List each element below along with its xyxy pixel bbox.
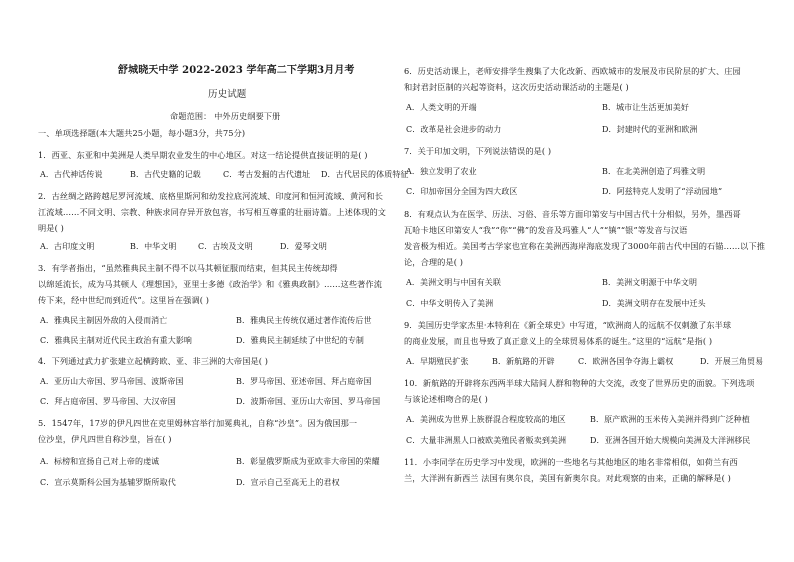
question-1-option-c[interactable]: C．考古发掘的古代遗址: [223, 170, 311, 179]
exam-title: 舒城晓天中学 2022-2023 学年高二下学期3月月考: [118, 65, 355, 76]
question-1-stem: 1．西亚、东亚和中美洲是人类早期农业发生的中心地区。对这一结论提供直接证明的是( ): [38, 150, 368, 160]
question-1-option-a[interactable]: A．古代神话传说: [40, 170, 103, 179]
question-2-stem-line3: 明是( ): [38, 223, 64, 233]
question-10-stem-line2: 与该论述相吻合的是( ): [404, 394, 488, 404]
question-10-option-d[interactable]: D．亚洲各国开始大规模向美洲及大洋洲移民: [590, 436, 751, 445]
question-9-option-d[interactable]: D．开展三角贸易: [700, 357, 764, 366]
question-3-option-a[interactable]: A．雅典民主制因外敌的入侵而消亡: [40, 316, 168, 325]
question-2-option-c[interactable]: C．古埃及文明: [198, 242, 253, 251]
question-4-option-c[interactable]: C．拜占庭帝国、罗马帝国、大汉帝国: [40, 397, 176, 406]
question-6-option-b[interactable]: B．城市让生活更加美好: [602, 103, 689, 112]
question-9-option-a[interactable]: A．早期殖民扩张: [406, 357, 469, 366]
question-6-option-a[interactable]: A．人类文明的开端: [406, 103, 477, 112]
question-6-option-c[interactable]: C．改革是社会进步的动力: [406, 125, 502, 134]
question-9-stem-line1: 9．美国历史学家杰里·本特利在《新全球史》中写道，“欧洲商人的远航不仅刺激了东半球: [404, 320, 732, 330]
question-8-option-a[interactable]: A．美洲文明与中国有关联: [406, 278, 501, 287]
question-11-stem-line1: 11．小李同学在历史学习中发现，欧洲的一些地名与其他地区的地名非常相似，如荷兰有西: [404, 457, 738, 467]
question-4-option-b[interactable]: B．罗马帝国、亚述帝国、拜占庭帝国: [236, 377, 372, 386]
question-3-stem-line3: 传下来，经中世纪而到近代”。这里旨在强调( ): [38, 295, 210, 305]
question-1-option-d[interactable]: D．古代居民的体质特征: [321, 170, 409, 179]
question-10-option-a[interactable]: A．美洲成为世界上族群混合程度较高的地区: [406, 415, 566, 424]
subject-title: 历史试题: [208, 89, 247, 100]
question-9-stem-line2: 的商业发展，而且也导致了真正意义上的全球贸易体系的诞生。”这里的“远航”是指( ): [404, 336, 713, 346]
question-4-stem: 4．下列通过武力扩张建立起横跨欧、亚、非三洲的大帝国是( ): [38, 356, 269, 366]
question-8-stem-line2: 瓦哈卡地区印第安人“我”“你”“佛”的发音及玛雅人“人”“镇”“银”等发音与汉语: [404, 225, 688, 235]
question-4-option-d[interactable]: D．波斯帝国、亚历山大帝国、罗马帝国: [236, 397, 381, 406]
question-8-option-c[interactable]: C．中华文明传入了美洲: [406, 299, 494, 308]
question-7-option-d[interactable]: D．阿兹特克人发明了“浮动园地”: [602, 187, 723, 196]
question-3-option-c[interactable]: C．雅典民主制对近代民主政治有重大影响: [40, 336, 193, 345]
question-3-option-b[interactable]: B．雅典民主传统仅通过著作流传后世: [236, 316, 372, 325]
question-10-option-c[interactable]: C．大量非洲黑人口被欧美殖民者贩卖到美洲: [406, 436, 567, 445]
section-heading: 一、单项选择题(本大题共25小题，每小题3分，共75分): [38, 128, 246, 138]
question-11-stem-line2: 兰，大洋洲有新西兰 法国有奥尔良，美国有新奥尔良。对此观察的由来，正确的解释是( ): [404, 473, 731, 483]
question-5-stem-line1: 5．1547年，17岁的伊凡四世在克里姆林宫举行加冕典礼，自称“沙皇”。因为俄国那一: [38, 418, 358, 428]
question-5-option-d[interactable]: D．宣示自己至高无上的君权: [236, 478, 340, 487]
question-8-option-b[interactable]: B．美洲文明源于中华文明: [602, 278, 698, 287]
question-2-option-b[interactable]: B．中华文明: [130, 242, 177, 251]
question-10-option-b[interactable]: B．原产欧洲的玉米传入美洲并得到广泛种植: [590, 415, 750, 424]
question-2-stem-line1: 2．古丝绸之路跨越尼罗河流域、底格里斯河和幼发拉底河流域、印度河和恒河流域、黄河和长: [38, 191, 384, 201]
question-8-stem-line1: 8．有观点认为在医学、历法、习俗、音乐等方面印第安与中国古代十分相似，另外，墨西哥: [404, 209, 741, 219]
question-5-option-b[interactable]: B．彰显俄罗斯成为亚欧非大帝国的荣耀: [236, 457, 380, 466]
question-5-stem-line2: 位沙皇，伊凡四世自称沙皇，旨在( ): [38, 434, 172, 444]
question-6-stem-line1: 6．历史活动课上，老师安排学生搜集了大化改新、西欧城市的发展及市民阶层的扩大、庄园: [404, 66, 741, 76]
question-10-stem-line1: 10．新航路的开辟将东西两半球大陆间人群和物种的大交流，改变了世界历史的面貌。下列选项: [404, 378, 755, 388]
question-8-option-d[interactable]: D．美洲文明存在发展中迁头: [602, 299, 706, 308]
question-7-option-b[interactable]: B．在北美洲创造了玛雅文明: [602, 167, 706, 176]
question-3-option-d[interactable]: D．雅典民主制延续了中世纪的专制: [236, 336, 365, 345]
exam-scope: 命题范围： 中外历史纲要下册: [170, 111, 281, 121]
question-7-stem: 7．关于印加文明，下列说法错误的是( ): [404, 146, 552, 156]
question-5-option-a[interactable]: A．标榜和宣扬自己对上帝的虔诚: [40, 457, 160, 466]
question-6-stem-line2: 和封君封臣制的兴起等资料，这次历史活动课活动的主题是( ): [404, 82, 629, 92]
question-3-stem-line1: 3．有学者指出，“虽然雅典民主制不得不以马其顿征服而结束，但其民主传统却得: [38, 263, 338, 273]
question-7-option-c[interactable]: C．印加帝国分全国为四大政区: [406, 187, 518, 196]
question-1-option-b[interactable]: B．古代史籍的记载: [130, 170, 201, 179]
question-4-option-a[interactable]: A．亚历山大帝国、罗马帝国、波斯帝国: [40, 377, 184, 386]
question-9-option-b[interactable]: B．新航路的开辟: [492, 357, 555, 366]
question-2-option-d[interactable]: D．爱琴文明: [280, 242, 328, 251]
question-9-option-c[interactable]: C．欧洲各国争夺海上霸权: [578, 357, 674, 366]
question-8-stem-line4: 论，合理的是( ): [404, 257, 464, 267]
question-7-option-a[interactable]: A．独立发明了农业: [406, 167, 477, 176]
question-2-option-a[interactable]: A．古印度文明: [40, 242, 95, 251]
question-5-option-c[interactable]: C．宣示莫斯科公国为基辅罗斯所取代: [40, 478, 176, 487]
question-8-stem-line3: 发音极为相近。美国考古学家也宣称在美洲西海岸海底发现了3000年前古代中国的石锚……以下推: [404, 241, 766, 251]
question-6-option-d[interactable]: D．封建时代的亚洲和欧洲: [602, 125, 698, 134]
question-3-stem-line2: 以绵延流长，成为马其顿人《理想国》，亚里士多德《政治学》和《雅典政制》……这些著作流: [38, 279, 382, 289]
question-2-stem-line2: 江流域……不同文明、宗教、种族求同存异开放包容，书写相互尊重的壮丽诗篇。上述体现的文: [38, 207, 387, 217]
